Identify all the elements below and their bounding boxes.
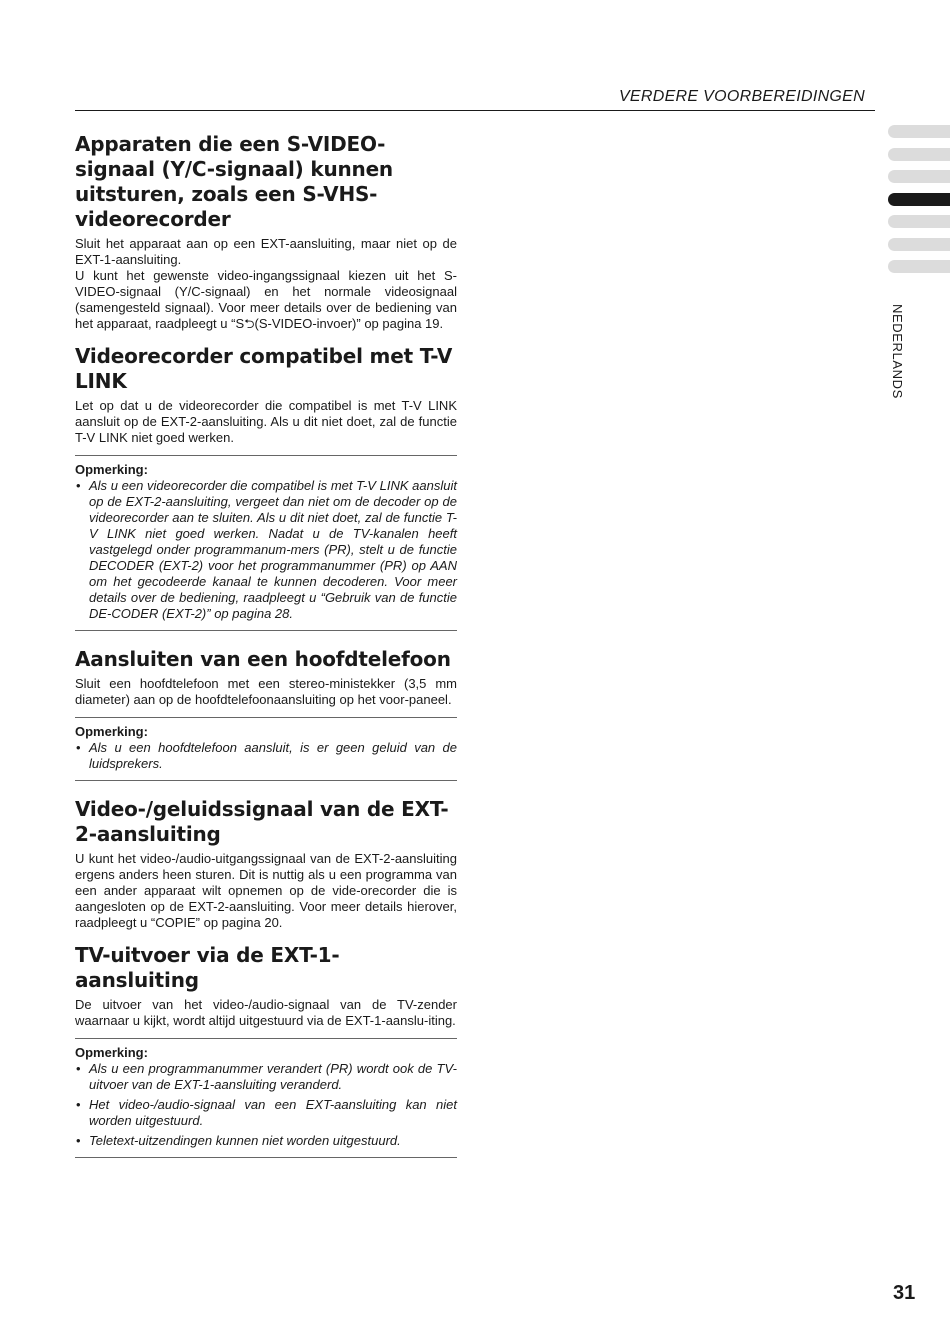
section-heading: Aansluiten van een hoofdtelefoon	[75, 647, 451, 671]
paragraph: Sluit een hoofdtelefoon met een stereo-ministekker (3,5 mm diameter) aan op de hoofdtelefoonaansluiting op het voor-paneel.	[75, 676, 457, 707]
language-label: NEDERLANDS	[890, 304, 905, 399]
note-title: Opmerking:	[75, 724, 148, 739]
note-item: • Het video-/audio-signaal van een EXT-aansluiting kan niet worden uitgestuurd.	[75, 1097, 457, 1129]
note-list	[75, 478, 457, 622]
note-box	[75, 1038, 457, 1158]
note-title: Opmerking:	[75, 1045, 148, 1060]
chapter-tab	[888, 170, 950, 183]
section-s-video	[75, 132, 457, 332]
paragraph: U kunt het video-/audio-uitgangssignaal van de EXT-2-aansluiting ergens anders heen sturen. Dit is nuttig als u een programma van een ander apparaat wilt opnemen op de vide-orecorder die is aangesloten op de EXT-2-aansluiting. Voor meer details hierover, raadpleegt u “COPIE” op pagina 20.	[75, 851, 457, 930]
section-ext2-signal	[75, 797, 457, 931]
page-header	[75, 86, 875, 111]
paragraph: Let op dat u de videorecorder die compatibel is met T-V LINK aansluit op de EXT-2-aansluiting. Als u dit niet doet, zal de functie T-V LINK niet goed werken.	[75, 398, 457, 445]
chapter-tab	[888, 238, 950, 251]
section-heading: TV-uitvoer via de EXT-1-aansluiting	[75, 943, 340, 992]
header-title: VERDERE VOORBEREIDINGEN	[618, 88, 865, 105]
note-title: Opmerking:	[75, 462, 148, 477]
main-content	[75, 132, 457, 1174]
chapter-tab	[888, 215, 950, 228]
section-ext1-output	[75, 943, 457, 1158]
chapter-tabs	[888, 125, 950, 283]
page-number: 31	[893, 1282, 916, 1304]
paragraph: De uitvoer van het video-/audio-signaal van de TV-zender waarnaar u kijkt, wordt altijd uitgestuurd via de EXT-1-aanslu-iting.	[75, 997, 457, 1028]
note-box	[75, 455, 457, 631]
paragraph: U kunt het gewenste video-ingangssignaal kiezen uit het S-VIDEO-signaal (Y/C-signaal) en het normale videosignaal (samengesteld signaal). Voor meer details over de bediening van het apparaat, raadpleegt u “S⮌(S-VIDEO-invoer)” op pagina 19.	[75, 268, 457, 331]
section-heading: Video-/geluidssignaal van de EXT-2-aansluiting	[75, 797, 449, 846]
note-item: • Als u een videorecorder die compatibel is met T-V LINK aansluit op de EXT-2-aansluiting, vergeet dan niet om de decoder op de videorecorder aan te sluiten. Als u dit niet doet, zal de functie T-V LINK niet goed werken. Nadat u de TV-kanalen heeft vastgelegd onder programmanum-mers (PR), stelt u de functie DECODER (EXT-2) voor het programmanummer (PR) op AAN om het gecodeerde kanaal te kunnen decoderen. Voor meer details over de bediening, raadpleegt u “Gebruik van de functie DE-CODER (EXT-2)” op pagina 28.	[75, 478, 457, 622]
note-item: • Als u een programmanummer verandert (PR) wordt ook de TV-uitvoer van de EXT-1-aansluiting veranderd.	[75, 1061, 457, 1093]
note-item: • Als u een hoofdtelefoon aansluit, is er geen geluid van de luidsprekers.	[75, 740, 457, 772]
section-headphones	[75, 647, 457, 781]
note-box	[75, 717, 457, 781]
chapter-tab	[888, 260, 950, 273]
section-tv-link	[75, 344, 457, 631]
section-heading: Apparaten die een S-VIDEO-signaal (Y/C-signaal) kunnen uitsturen, zoals een S-VHS-videorecorder	[75, 132, 393, 231]
note-list	[75, 1061, 457, 1149]
section-heading: Videorecorder compatibel met T-V LINK	[75, 344, 453, 393]
chapter-tab	[888, 125, 950, 138]
note-list	[75, 740, 457, 772]
chapter-tab	[888, 148, 950, 161]
paragraph: Sluit het apparaat aan op een EXT-aansluiting, maar niet op de EXT-1-aansluiting.	[75, 236, 457, 267]
note-item: • Teletext-uitzendingen kunnen niet worden uitgestuurd.	[75, 1133, 457, 1149]
chapter-tab-active	[888, 193, 950, 206]
